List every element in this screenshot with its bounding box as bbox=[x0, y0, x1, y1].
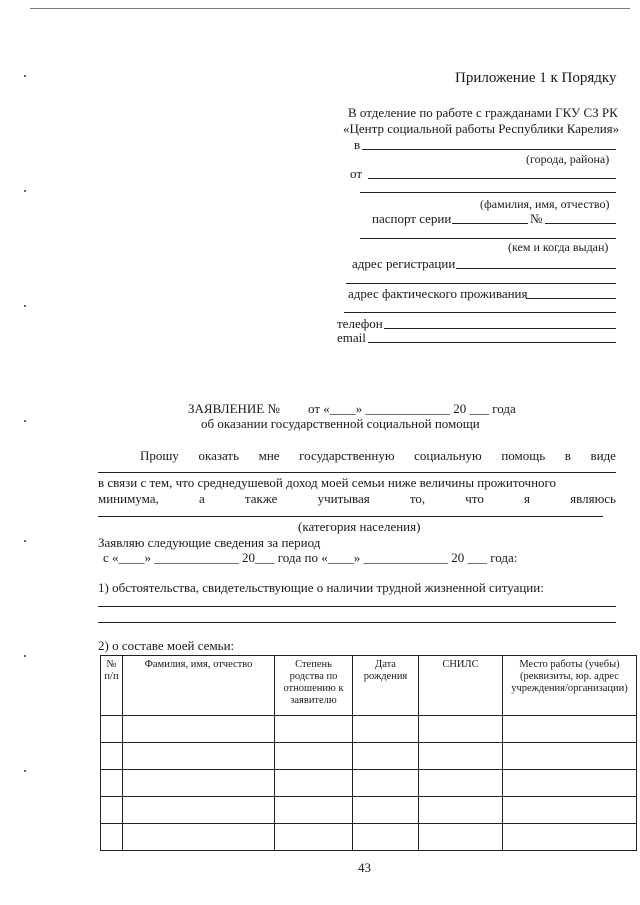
category-hint: (категория населения) bbox=[298, 519, 421, 534]
table-cell[interactable] bbox=[101, 716, 123, 743]
statement-subtitle: об оказании государственной социальной помощи bbox=[201, 416, 480, 431]
request-word: Прошу bbox=[140, 448, 179, 463]
statement-title: ЗАЯВЛЕНИЕ № bbox=[188, 401, 280, 416]
addressee-line-2: «Центр социальной работы Республики Карелия» bbox=[343, 121, 620, 136]
minimum-word: то, bbox=[409, 491, 426, 506]
table-cell[interactable] bbox=[503, 797, 637, 824]
scan-mark bbox=[24, 770, 26, 772]
passport-number-field[interactable] bbox=[545, 223, 616, 224]
period-line-2: с «____» _____________ 20___ года по «____» _____________ 20 ___ года: bbox=[103, 550, 518, 565]
situation-line-1[interactable] bbox=[98, 606, 616, 607]
registration-address-label: адрес регистрации bbox=[352, 256, 456, 271]
request-word: помощь bbox=[501, 448, 546, 463]
from-prefix: от bbox=[350, 166, 363, 181]
appendix-label: Приложение 1 к Порядку bbox=[455, 70, 617, 86]
table-cell[interactable] bbox=[123, 743, 275, 770]
table-cell[interactable] bbox=[123, 716, 275, 743]
minimum-word: а bbox=[198, 491, 205, 506]
department-line[interactable] bbox=[362, 149, 616, 150]
table-cell[interactable] bbox=[419, 716, 503, 743]
table-row bbox=[101, 824, 637, 851]
scan-mark bbox=[24, 190, 26, 192]
scan-edge-line bbox=[30, 8, 630, 9]
addressee-line-1: В отделение по работе с гражданами ГКУ СЗ РК bbox=[348, 105, 618, 120]
fio-line-1[interactable] bbox=[368, 178, 616, 179]
item-2-label: 2) о составе моей семьи: bbox=[98, 638, 235, 653]
passport-series-field[interactable] bbox=[452, 223, 528, 224]
table-cell[interactable] bbox=[123, 797, 275, 824]
request-word: мне bbox=[258, 448, 280, 463]
registration-address-line-2[interactable] bbox=[346, 283, 616, 284]
email-field[interactable] bbox=[368, 342, 616, 343]
scan-mark bbox=[24, 75, 26, 77]
table-cell[interactable] bbox=[101, 770, 123, 797]
issued-hint: (кем и когда выдан) bbox=[508, 240, 609, 254]
minimum-word: учитывая bbox=[317, 491, 370, 506]
table-cell[interactable] bbox=[419, 797, 503, 824]
column-header: СНИЛС bbox=[419, 656, 503, 716]
request-word: в bbox=[564, 448, 571, 463]
actual-address-line-2[interactable] bbox=[344, 312, 616, 313]
table-cell[interactable] bbox=[503, 716, 637, 743]
table-cell[interactable] bbox=[101, 743, 123, 770]
registration-address-field[interactable] bbox=[456, 268, 616, 269]
table-cell[interactable] bbox=[275, 743, 353, 770]
table-cell[interactable] bbox=[275, 770, 353, 797]
scan-mark bbox=[24, 655, 26, 657]
reason-line: в связи с тем, что среднедушевой доход моей семьи ниже величины прожиточного bbox=[98, 475, 557, 490]
column-header: Место работы (учебы)(реквизиты, юр. адрес учреждения/организации) bbox=[503, 656, 637, 716]
table-cell[interactable] bbox=[419, 770, 503, 797]
table-cell[interactable] bbox=[503, 770, 637, 797]
column-header: Дата рождения bbox=[353, 656, 419, 716]
table-cell[interactable] bbox=[353, 770, 419, 797]
request-word: оказать bbox=[198, 448, 240, 463]
email-label: email bbox=[337, 330, 366, 345]
situation-line-2[interactable] bbox=[98, 622, 616, 623]
minimum-word: минимума, bbox=[98, 491, 159, 506]
city-hint: (города, района) bbox=[526, 152, 610, 166]
passport-number-label: № bbox=[530, 211, 543, 226]
minimum-word: являюсь bbox=[570, 491, 616, 506]
in-prefix: в bbox=[354, 137, 361, 152]
column-header: Степень родства по отношению к заявителю bbox=[275, 656, 353, 716]
fio-line-2[interactable] bbox=[360, 192, 616, 193]
table-cell[interactable] bbox=[353, 824, 419, 851]
column-header: № п/п bbox=[101, 656, 123, 716]
actual-address-label: адрес фактического проживания bbox=[348, 286, 528, 301]
aid-type-line[interactable] bbox=[98, 472, 616, 473]
minimum-word: я bbox=[524, 491, 530, 506]
table-cell[interactable] bbox=[503, 824, 637, 851]
family-table bbox=[100, 655, 637, 851]
table-row bbox=[101, 743, 637, 770]
minimum-line bbox=[98, 491, 616, 506]
table-cell[interactable] bbox=[353, 797, 419, 824]
request-word: виде bbox=[590, 448, 616, 463]
period-line-1: Заявляю следующие сведения за период bbox=[98, 535, 321, 550]
table-cell[interactable] bbox=[123, 770, 275, 797]
scan-mark bbox=[24, 305, 26, 307]
table-cell[interactable] bbox=[123, 824, 275, 851]
table-cell[interactable] bbox=[353, 743, 419, 770]
table-cell[interactable] bbox=[503, 743, 637, 770]
table-cell[interactable] bbox=[419, 824, 503, 851]
column-header: Фамилия, имя, отчество bbox=[123, 656, 275, 716]
statement-date: от «____» _____________ 20 ___ года bbox=[308, 401, 516, 416]
category-line[interactable] bbox=[98, 516, 603, 517]
passport-issued-line[interactable] bbox=[360, 238, 616, 239]
phone-field[interactable] bbox=[384, 328, 616, 329]
table-row bbox=[101, 770, 637, 797]
table-cell[interactable] bbox=[275, 716, 353, 743]
table-cell[interactable] bbox=[419, 743, 503, 770]
minimum-word: также bbox=[244, 491, 278, 506]
fio-hint: (фамилия, имя, отчество) bbox=[480, 197, 610, 211]
request-word: государственную bbox=[299, 448, 395, 463]
scan-mark bbox=[24, 540, 26, 542]
table-cell[interactable] bbox=[275, 824, 353, 851]
table-cell[interactable] bbox=[275, 797, 353, 824]
request-word: социальную bbox=[414, 448, 482, 463]
phone-label: телефон bbox=[337, 316, 383, 331]
page-number: 43 bbox=[358, 860, 371, 875]
actual-address-field[interactable] bbox=[526, 298, 616, 299]
passport-series-label: паспорт серии bbox=[372, 211, 452, 226]
item-1-label: 1) обстоятельства, свидетельствующие о наличии трудной жизненной ситуации: bbox=[98, 580, 544, 595]
scan-mark bbox=[24, 420, 26, 422]
minimum-word: что bbox=[465, 491, 484, 506]
table-header-row bbox=[101, 656, 637, 716]
request-line bbox=[140, 448, 616, 463]
table-row bbox=[101, 797, 637, 824]
table-row bbox=[101, 716, 637, 743]
table-cell[interactable] bbox=[353, 716, 419, 743]
table-cell[interactable] bbox=[101, 824, 123, 851]
table-cell[interactable] bbox=[101, 797, 123, 824]
